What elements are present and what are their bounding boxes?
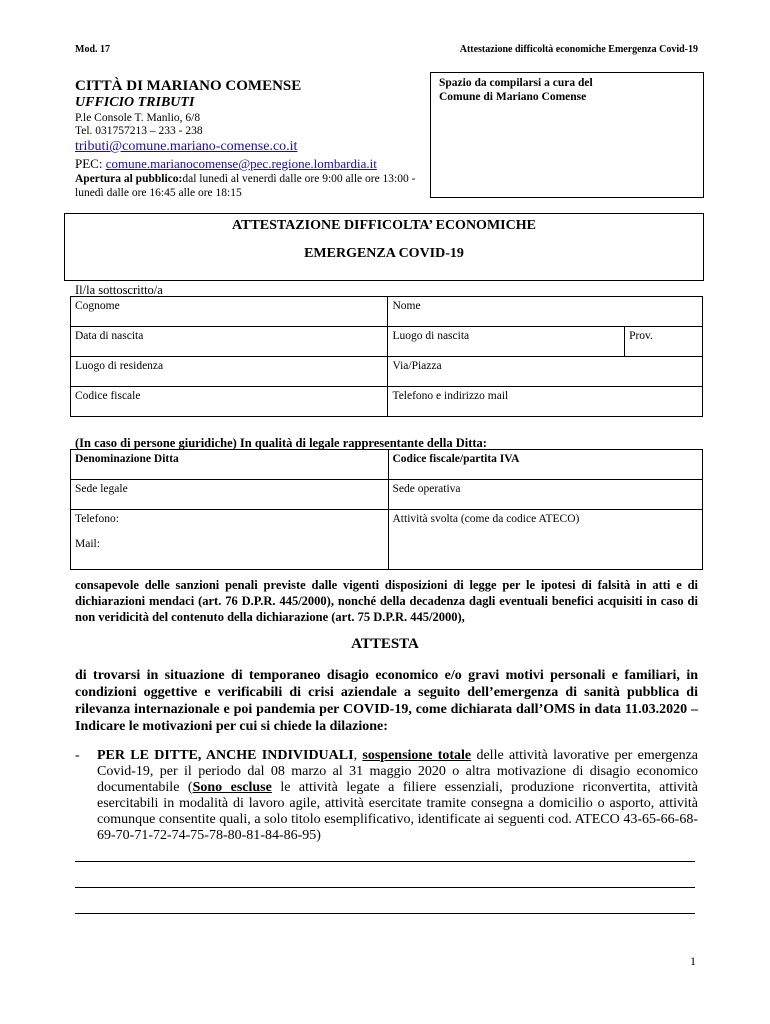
prov-field[interactable]: Prov. (625, 327, 703, 357)
page-number: 1 (690, 954, 696, 968)
nome-field[interactable]: Nome (388, 297, 703, 327)
office-address: P.le Console T. Manlio, 6/8 (75, 112, 201, 124)
attivita-field[interactable]: Attività svolta (come da codice ATECO) (388, 510, 703, 570)
form-code: Mod. 17 (75, 44, 110, 55)
luogo-nascita-field[interactable]: Luogo di nascita (388, 327, 625, 357)
cf-piva-field[interactable]: Codice fiscale/partita IVA (388, 450, 703, 480)
opening-hours (75, 172, 425, 200)
denominazione-field[interactable]: Denominazione Ditta (71, 450, 389, 480)
telefono-mail-field[interactable]: Telefono e indirizzo mail (388, 387, 703, 417)
sede-operativa-field[interactable]: Sede operativa (388, 480, 703, 510)
email-text[interactable]: tributi@comune.mariano-comense.co.it (75, 139, 298, 154)
comune-box-line2: Comune di Mariano Comense (439, 91, 587, 103)
fill-line-3[interactable] (75, 913, 695, 914)
data-nascita-field[interactable]: Data di nascita (71, 327, 388, 357)
bullet-lead: PER LE DITTE, ANCHE INDIVIDUALI (97, 748, 354, 763)
bullet-underlined: sospensione totale (362, 748, 472, 763)
sede-legale-field[interactable]: Sede legale (71, 480, 389, 510)
fill-line-2[interactable] (75, 887, 695, 888)
company-section-title: (In caso di persone giuridiche) In qualità di legale rappresentante della Ditta: (75, 436, 487, 450)
ditte-bullet (97, 748, 698, 844)
pec-link[interactable]: comune.marianocomense@pec.regione.lombardia.it (105, 156, 377, 171)
attesta-heading: ATTESTA (351, 636, 419, 652)
company-mail-label: Mail: (75, 538, 100, 550)
office-name: UFFICIO TRIBUTI (75, 95, 195, 110)
document-header-title: Attestazione difficoltà economiche Emergenza Covid-19 (459, 44, 698, 55)
bullet-sono-escluse: Sono escluse (192, 780, 272, 795)
form-title-box (64, 213, 704, 281)
telefono-mail-company-field[interactable] (71, 510, 389, 570)
form-title-line2: EMERGENZA COVID-19 (304, 246, 464, 261)
bullet-text2: le attività legate a filiere essenziali, produzione riconvertita, attività esercitabili in modalità di lavoro agile, attività esercitate tramite consegna a domicilio o asporto, attività comunque consentite quali, a solo titolo esemplificativo, identificate ai seguenti cod. ATECO 43-65-66-68-69-70-71-72-74-75-78-80-81-84-86-95) (97, 780, 699, 843)
signatory-intro: Il/la sottoscritto/a (75, 283, 163, 297)
bullet-text1: delle attività lavorative per emergenza Covid-19, per il periodo dal 08 marzo al 31 maggio 2020 o altra motivazione di disagio economico documentabile ( (97, 748, 699, 795)
pec-label: PEC: (75, 156, 106, 171)
office-email-link[interactable] (75, 139, 297, 155)
attesta-paragraph: di trovarsi in situazione di temporaneo disagio economico e/o gravi motivi personali e familiari, in condizioni oggettive e verificabili di crisi aziendale a seguito dell’emergenza di sanità pubblica di rilevanza internazionale e poi pandemia per COVID-19, come dichiarata dall’OMS in data 11.03.2020 – Indicare le motivazioni per cui si chiede la dilazione: (75, 668, 698, 734)
cognome-field[interactable]: Cognome (71, 297, 388, 327)
city-name: CITTÀ DI MARIANO COMENSE (75, 78, 302, 94)
comune-box-line1: Spazio da compilarsi a cura del (439, 77, 593, 89)
bullet-dash: - (75, 748, 80, 763)
consapevole-paragraph: consapevole delle sanzioni penali previste dalle vigenti disposizioni di legge per le ipotesi di falsità in atti e di dichiarazioni mendaci (art. 76 D.P.R. 445/2000), nonché della decadenza dagli eventuali benefici acquisiti in caso di non veridicità del contenuto della dichiarazione (art. 75 D.P.R. 445/2000), (75, 578, 698, 624)
hours-label: Apertura al pubblico: (75, 173, 183, 185)
via-piazza-field[interactable]: Via/Piazza (388, 357, 703, 387)
bullet-comma: , (353, 748, 363, 763)
office-pec (75, 156, 377, 172)
luogo-residenza-field[interactable]: Luogo di residenza (71, 357, 388, 387)
codice-fiscale-field[interactable]: Codice fiscale (71, 387, 388, 417)
form-title-line1: ATTESTAZIONE DIFFICOLTA’ ECONOMICHE (232, 218, 536, 233)
comune-reserved-box (430, 72, 704, 198)
company-telefono-label: Telefono: (75, 513, 119, 525)
company-form-table (70, 449, 703, 570)
hours-text: dal lunedì al venerdì dalle ore 9:00 alle ore 13:00 - lunedì dalle ore 16:45 alle ore 18:15 (75, 173, 416, 199)
fill-line-1[interactable] (75, 861, 695, 862)
office-phone: Tel. 031757213 – 233 - 238 (75, 125, 203, 137)
person-form-table (70, 296, 703, 417)
